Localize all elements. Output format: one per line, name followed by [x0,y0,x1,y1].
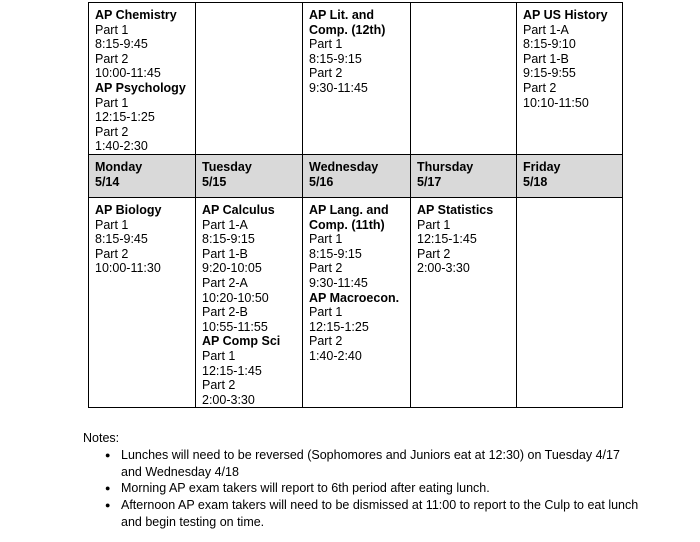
exam-part: Part 1 [202,348,236,363]
exam-time: 2:00-3:30 [417,261,470,276]
exam-time: 10:00-11:30 [95,261,161,276]
exam-time: 12:15-1:25 [95,110,155,125]
day-header-monday [89,155,196,198]
exam-time: 10:00-11:45 [95,66,161,81]
exam-time: 10:55-11:55 [202,319,268,334]
week2-wednesday-cell [303,198,411,408]
exam-time: 12:15-1:45 [202,363,262,378]
day-name: Tuesday [202,160,252,174]
exam-part: Part 1 [417,217,451,232]
day-header-friday [517,155,623,198]
exam-part: Part 1-A [523,22,569,37]
day-date: 5/16 [309,174,334,189]
exam-time: 2:00-3:30 [202,392,255,407]
week2-row [89,198,623,408]
week1-tuesday-cell [196,3,303,155]
day-date: 5/14 [95,174,120,189]
day-date: 5/18 [523,174,548,189]
exam-title: AP Chemistry [95,8,177,22]
exam-time: 9:15-9:55 [523,66,576,81]
exam-time: 8:15-9:45 [95,232,148,247]
exam-part: Part 2 [309,334,343,349]
exam-title: AP Biology [95,203,162,217]
week1-monday-cell [89,3,196,155]
exam-part: Part 1 [95,22,129,37]
exam-time: 1:40-2:30 [95,139,148,154]
note-item: ● Lunches will need to be reversed (Sophomores and Juniors eat at 12:30) on Tuesday 4/17 and Wednesday 4/18 [83,447,643,481]
exam-time: 8:15-9:45 [95,37,148,52]
week1-thursday-cell [411,3,517,155]
exam-time: 9:30-11:45 [309,275,368,290]
exam-schedule-table [88,2,623,408]
exam-part: Part 2 [309,261,343,276]
day-date: 5/15 [202,174,227,189]
exam-time: 9:20-10:05 [202,261,262,276]
exam-part: Part 2 [95,51,129,66]
week1-row [89,3,623,155]
exam-part: Part 2 [523,80,557,95]
day-header-row [89,155,623,198]
week2-tuesday-cell [196,198,303,408]
exam-part: Part 2 [95,124,129,139]
exam-time: 10:10-11:50 [523,95,589,110]
exam-time: 8:15-9:10 [523,37,576,52]
note-item: ● Afternoon AP exam takers will need to be dismissed at 11:00 to report to the Culp to eat lunch and begin testing on time. [83,497,643,531]
day-header-thursday [411,155,517,198]
exam-time: 8:15-9:15 [309,246,362,261]
exam-part: Part 2 [309,66,343,81]
exam-time: 8:15-9:15 [309,51,362,66]
exam-title: AP Psychology [95,80,186,95]
exam-part: Part 1-B [202,246,248,261]
day-name: Friday [523,160,561,174]
week2-friday-cell [517,198,623,408]
exam-part: Part 2-B [202,305,248,320]
notes-heading: Notes: [83,431,120,445]
exam-title: AP Macroecon. [309,290,400,305]
exam-title: AP Lit. and Comp. (12th) [309,8,386,37]
exam-time: 8:15-9:15 [202,232,255,247]
week1-friday-cell [517,3,623,155]
day-date: 5/17 [417,174,442,189]
day-name: Monday [95,160,143,174]
exam-part: Part 2 [417,246,451,261]
week1-wednesday-cell [303,3,411,155]
day-header-wednesday [303,155,411,198]
exam-part: Part 2 [95,246,129,261]
exam-part: Part 2 [202,378,236,393]
exam-part: Part 1 [309,37,343,52]
exam-part: Part 1-B [523,51,569,66]
exam-title: AP Statistics [417,203,494,217]
exam-title: AP US History [523,8,608,22]
exam-part: Part 1-A [202,217,248,232]
exam-title: AP Calculus [202,203,275,217]
exam-part: Part 2-A [202,275,248,290]
exam-part: Part 1 [309,232,343,247]
day-name: Thursday [417,160,474,174]
note-item: ● Morning AP exam takers will report to 6th period after eating lunch. [83,480,643,497]
exam-time: 12:15-1:25 [309,319,369,334]
exam-part: Part 1 [309,305,343,320]
day-name: Wednesday [309,160,379,174]
exam-part: Part 1 [95,95,129,110]
week2-monday-cell [89,198,196,408]
notes-section [83,430,643,531]
exam-part: Part 1 [95,217,129,232]
exam-time: 10:20-10:50 [202,290,269,305]
exam-time: 9:30-11:45 [309,80,368,95]
exam-title: AP Comp Sci [202,334,281,349]
day-header-tuesday [196,155,303,198]
week2-thursday-cell [411,198,517,408]
exam-time: 1:40-2:40 [309,348,362,363]
exam-time: 12:15-1:45 [417,232,477,247]
exam-title: AP Lang. and Comp. (11th) [309,203,389,232]
notes-list [83,447,643,531]
